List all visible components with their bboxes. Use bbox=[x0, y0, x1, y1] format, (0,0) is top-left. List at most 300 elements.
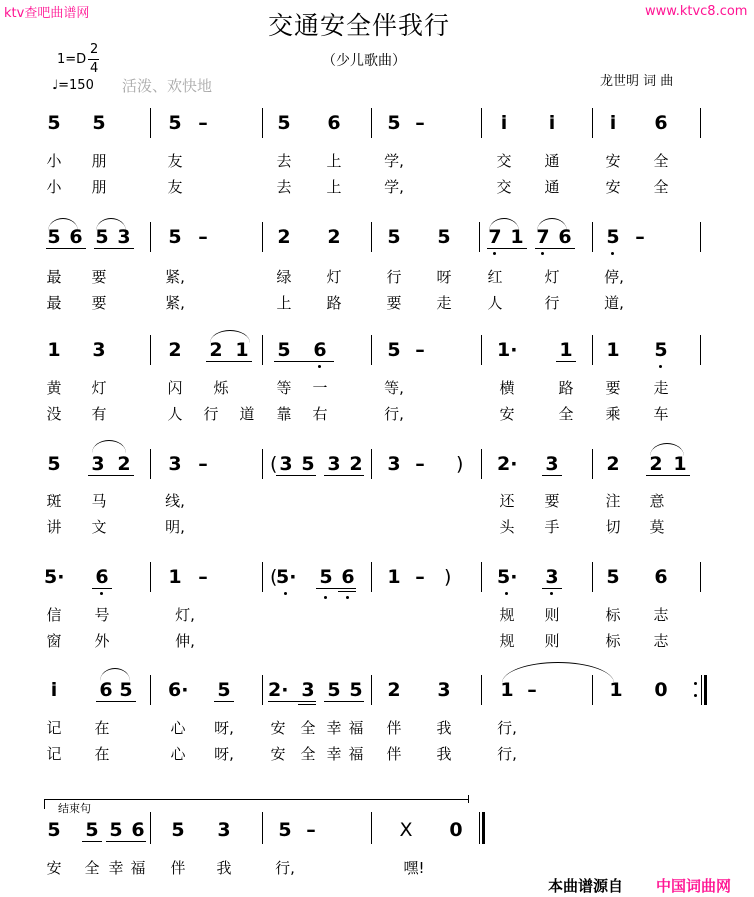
note: 6 bbox=[95, 566, 109, 588]
lyric: 等 bbox=[276, 379, 292, 397]
note: 5 bbox=[85, 819, 99, 841]
lyric: 去 bbox=[276, 152, 292, 170]
barline bbox=[592, 562, 593, 592]
lyric: 最 bbox=[46, 268, 62, 286]
lyric: 学, bbox=[384, 178, 404, 196]
lyric: 呀, bbox=[214, 745, 234, 763]
lyric: 嘿! bbox=[403, 859, 425, 877]
low-octave-dot bbox=[611, 252, 614, 255]
barline bbox=[262, 812, 263, 844]
lyric: 伴 bbox=[170, 859, 186, 877]
note: 1 bbox=[168, 566, 182, 588]
dash: – bbox=[415, 566, 425, 588]
note: 5· bbox=[497, 566, 518, 588]
barline bbox=[700, 108, 701, 138]
lyric: 走 bbox=[653, 379, 669, 397]
note: 6 bbox=[654, 112, 668, 134]
low-octave-dot bbox=[100, 592, 103, 595]
low-octave-dot bbox=[505, 592, 508, 595]
time-signature-bottom: 4 bbox=[90, 61, 99, 76]
lyric: 幸 bbox=[326, 719, 342, 737]
lyric: 安 bbox=[499, 405, 515, 423]
note: 5 bbox=[606, 566, 620, 588]
barline bbox=[262, 449, 263, 479]
barline bbox=[262, 675, 263, 705]
beam-line bbox=[646, 475, 690, 476]
note: 5 bbox=[217, 679, 231, 701]
lyric: 要 bbox=[91, 294, 107, 312]
lyric: 路 bbox=[558, 379, 574, 397]
repeat-barline-thick bbox=[704, 675, 707, 705]
lyric: 呀 bbox=[436, 268, 452, 286]
lyric: 则 bbox=[544, 632, 560, 650]
lyric: 标 bbox=[605, 632, 621, 650]
note: 6 bbox=[558, 226, 572, 248]
barline bbox=[150, 449, 151, 479]
lyric: 在 bbox=[94, 745, 110, 763]
watermark-right: www.ktvc8.com bbox=[645, 4, 748, 19]
barline bbox=[371, 222, 372, 252]
beam-line bbox=[268, 701, 316, 702]
barline bbox=[262, 335, 263, 365]
barline bbox=[150, 675, 151, 705]
lyric: 注 bbox=[605, 492, 621, 510]
time-signature-top: 2 bbox=[90, 42, 99, 57]
note: 2 bbox=[117, 453, 131, 475]
lyric: 安 bbox=[46, 859, 62, 877]
lyric: 规 bbox=[499, 632, 515, 650]
lyric: 行 bbox=[544, 294, 560, 312]
low-octave-dot bbox=[284, 592, 287, 595]
lyric: 记 bbox=[46, 719, 62, 737]
lyric: 上 bbox=[326, 178, 342, 196]
note: 3 bbox=[92, 339, 106, 361]
note: 3 bbox=[117, 226, 131, 248]
low-octave-dot bbox=[550, 592, 553, 595]
lyric: 我 bbox=[436, 719, 452, 737]
lyric: 上 bbox=[276, 294, 292, 312]
dash: – bbox=[415, 112, 425, 134]
beam-line bbox=[324, 475, 364, 476]
note: 5 bbox=[47, 226, 61, 248]
lyric: 福 bbox=[348, 745, 364, 763]
lyric: 还 bbox=[499, 492, 515, 510]
lyric: 号 bbox=[94, 606, 110, 624]
lyric: 紧, bbox=[165, 268, 185, 286]
dash: – bbox=[415, 453, 425, 475]
barline bbox=[150, 562, 151, 592]
note: 6 bbox=[654, 566, 668, 588]
lyric: 全 bbox=[653, 178, 669, 196]
beam-line bbox=[535, 248, 575, 249]
lyric: 朋 bbox=[91, 178, 107, 196]
note: 5 bbox=[654, 339, 668, 361]
lyric: 通 bbox=[544, 152, 560, 170]
barline bbox=[592, 222, 593, 252]
barline bbox=[371, 562, 372, 592]
note: 5 bbox=[327, 679, 341, 701]
lyric: 全 bbox=[558, 405, 574, 423]
note: 5 bbox=[168, 112, 182, 134]
note: 2· bbox=[497, 453, 518, 475]
lyric: 切 bbox=[605, 518, 621, 536]
lyric: 文 bbox=[91, 518, 107, 536]
beam-line bbox=[88, 475, 134, 476]
lyric: 外 bbox=[94, 632, 110, 650]
lyric: 友 bbox=[167, 152, 183, 170]
key-signature: 1=D bbox=[57, 52, 87, 67]
lyric: 人 bbox=[487, 294, 503, 312]
low-octave-dot bbox=[541, 252, 544, 255]
note: 5 bbox=[301, 453, 315, 475]
note: 5 bbox=[319, 566, 333, 588]
dash: – bbox=[198, 453, 208, 475]
lyric: 烁 bbox=[213, 379, 229, 397]
barline bbox=[371, 675, 372, 705]
lyric: 记 bbox=[46, 745, 62, 763]
slur bbox=[92, 440, 126, 453]
lyric: 停, bbox=[604, 268, 624, 286]
beam-line bbox=[274, 361, 334, 362]
lyric: 紧, bbox=[165, 294, 185, 312]
subtitle: （少儿歌曲） bbox=[322, 53, 406, 69]
lyric: 行, bbox=[497, 719, 517, 737]
note: 5 bbox=[47, 112, 61, 134]
lyric: 志 bbox=[653, 632, 669, 650]
lyric: 要 bbox=[91, 268, 107, 286]
lyric: 道, bbox=[604, 294, 624, 312]
lyric: 信 bbox=[46, 606, 62, 624]
lyric: 没 bbox=[46, 405, 62, 423]
barline bbox=[150, 812, 151, 844]
barline bbox=[479, 222, 480, 252]
lyric: 绿 bbox=[276, 268, 292, 286]
note: 3 bbox=[545, 566, 559, 588]
close-paren: ) bbox=[456, 453, 464, 475]
barline bbox=[371, 449, 372, 479]
lyric: 安 bbox=[270, 719, 286, 737]
dash: – bbox=[198, 112, 208, 134]
beam-line bbox=[276, 475, 316, 476]
note: i bbox=[500, 112, 508, 134]
lyric: 小 bbox=[46, 178, 62, 196]
lyric: 线, bbox=[165, 492, 185, 510]
lyric: 讲 bbox=[46, 518, 62, 536]
lyric: 车 bbox=[653, 405, 669, 423]
note: 3 bbox=[91, 453, 105, 475]
lyric: 马 bbox=[91, 492, 107, 510]
beam-line bbox=[94, 248, 134, 249]
lyric: 最 bbox=[46, 294, 62, 312]
note: 5 bbox=[277, 112, 291, 134]
note: 3 bbox=[217, 819, 231, 841]
lyric: 伴 bbox=[386, 719, 402, 737]
low-octave-dot bbox=[346, 596, 349, 599]
beam-line bbox=[298, 704, 316, 705]
lyric: 学, bbox=[384, 152, 404, 170]
note: 0 bbox=[654, 679, 668, 701]
note: 1 bbox=[510, 226, 524, 248]
lyric: 呀, bbox=[214, 719, 234, 737]
beam-line bbox=[96, 701, 136, 702]
note: 6 bbox=[131, 819, 145, 841]
lyric: 福 bbox=[348, 719, 364, 737]
lyric: 全 bbox=[300, 719, 316, 737]
note: 5 bbox=[47, 819, 61, 841]
lyric: 头 bbox=[499, 518, 515, 536]
lyric: 则 bbox=[544, 606, 560, 624]
lyric: 灯 bbox=[544, 268, 560, 286]
page-title: 交通安全伴我行 bbox=[268, 11, 451, 40]
lyric: 靠 bbox=[276, 405, 292, 423]
lyric: 小 bbox=[46, 152, 62, 170]
note: 5 bbox=[95, 226, 109, 248]
note: 5· bbox=[276, 566, 297, 588]
lyric: 黄 bbox=[46, 379, 62, 397]
note: 3 bbox=[327, 453, 341, 475]
lyric: 交 bbox=[496, 178, 512, 196]
lyric: 有 bbox=[91, 405, 107, 423]
note: i bbox=[548, 112, 556, 134]
final-barline-thick bbox=[482, 812, 485, 844]
lyric: 路 bbox=[326, 294, 342, 312]
barline bbox=[700, 335, 701, 365]
lyric: 伸, bbox=[175, 632, 195, 650]
ending-bracket-left bbox=[44, 799, 45, 809]
barline bbox=[481, 108, 482, 138]
note: 7 bbox=[488, 226, 502, 248]
lyric: 人 bbox=[167, 405, 183, 423]
lyric: 行, bbox=[384, 405, 404, 423]
dash: – bbox=[198, 226, 208, 248]
note: 5 bbox=[387, 226, 401, 248]
note: 2 bbox=[277, 226, 291, 248]
low-octave-dot bbox=[324, 596, 327, 599]
lyric: 规 bbox=[499, 606, 515, 624]
note: 6 bbox=[327, 112, 341, 134]
lyric: 全 bbox=[653, 152, 669, 170]
note: 5 bbox=[92, 112, 106, 134]
dash: – bbox=[527, 679, 537, 701]
note: 6 bbox=[341, 566, 355, 588]
tie bbox=[502, 662, 614, 683]
note: 1 bbox=[500, 679, 514, 701]
note: 3 bbox=[437, 679, 451, 701]
note: 3 bbox=[168, 453, 182, 475]
lyric: 全 bbox=[84, 859, 100, 877]
note: 1 bbox=[47, 339, 61, 361]
note: 1 bbox=[387, 566, 401, 588]
note: 3 bbox=[279, 453, 293, 475]
barline bbox=[481, 449, 482, 479]
lyric: 通 bbox=[544, 178, 560, 196]
time-signature-line bbox=[88, 59, 99, 60]
barline bbox=[371, 108, 372, 138]
lyric: 手 bbox=[544, 518, 560, 536]
open-paren: ( bbox=[270, 453, 278, 475]
lyric: 我 bbox=[436, 745, 452, 763]
lyric: 标 bbox=[605, 606, 621, 624]
beam-line bbox=[316, 588, 356, 589]
beam-line bbox=[542, 588, 562, 589]
repeat-dot bbox=[694, 682, 697, 685]
lyric: 朋 bbox=[91, 152, 107, 170]
low-octave-dot bbox=[318, 365, 321, 368]
beam-line bbox=[324, 701, 364, 702]
lyric: 行, bbox=[275, 859, 295, 877]
lyric: 安 bbox=[605, 178, 621, 196]
lyric: 心 bbox=[170, 745, 186, 763]
note: 1 bbox=[235, 339, 249, 361]
lyric: 行, bbox=[497, 745, 517, 763]
low-octave-dot bbox=[493, 252, 496, 255]
lyric: 在 bbox=[94, 719, 110, 737]
lyric: 灯 bbox=[91, 379, 107, 397]
lyric: 右 bbox=[312, 405, 328, 423]
barline bbox=[481, 562, 482, 592]
note: 6 bbox=[313, 339, 327, 361]
note: 1 bbox=[609, 679, 623, 701]
note: 2 bbox=[649, 453, 663, 475]
lyric: 行 bbox=[203, 405, 219, 423]
lyric: 幸 bbox=[326, 745, 342, 763]
barline bbox=[150, 335, 151, 365]
note: 2 bbox=[606, 453, 620, 475]
lyric: 明, bbox=[165, 518, 185, 536]
dash: – bbox=[415, 339, 425, 361]
source-label: 本曲谱源自 bbox=[548, 877, 624, 895]
barline bbox=[262, 108, 263, 138]
note: 2 bbox=[209, 339, 223, 361]
dash: – bbox=[635, 226, 645, 248]
ending-label: 结束句 bbox=[58, 802, 91, 815]
beam-line bbox=[542, 475, 562, 476]
note: 5 bbox=[168, 226, 182, 248]
tempo-text: 活泼、欢快地 bbox=[122, 77, 213, 95]
note: 1· bbox=[497, 339, 518, 361]
note: i bbox=[609, 112, 617, 134]
lyric: 去 bbox=[276, 178, 292, 196]
beam-line bbox=[487, 248, 527, 249]
lyric: 灯 bbox=[326, 268, 342, 286]
lyric: 全 bbox=[300, 745, 316, 763]
lyric: 交 bbox=[496, 152, 512, 170]
note: i bbox=[50, 679, 58, 701]
barline bbox=[592, 675, 593, 705]
note: 5 bbox=[606, 226, 620, 248]
lyric: 友 bbox=[167, 178, 183, 196]
note: 2 bbox=[327, 226, 341, 248]
lyric: 幸 bbox=[108, 859, 124, 877]
barline bbox=[150, 222, 151, 252]
lyric: 要 bbox=[386, 294, 402, 312]
barline bbox=[700, 562, 701, 592]
barline bbox=[262, 222, 263, 252]
lyric: 莫 bbox=[649, 518, 665, 536]
note: 5· bbox=[44, 566, 65, 588]
lyric: 窗 bbox=[46, 632, 62, 650]
beam-line bbox=[338, 591, 356, 592]
repeat-barline-thin bbox=[701, 675, 702, 705]
note: 5 bbox=[349, 679, 363, 701]
repeat-dot bbox=[694, 694, 697, 697]
note: 1 bbox=[673, 453, 687, 475]
lyric: 伴 bbox=[386, 745, 402, 763]
close-paren: ) bbox=[444, 566, 452, 588]
beam-line bbox=[206, 361, 252, 362]
lyric: 行 bbox=[386, 268, 402, 286]
barline bbox=[262, 562, 263, 592]
lyric: 灯, bbox=[175, 606, 195, 624]
lyric: 志 bbox=[653, 606, 669, 624]
note: 5 bbox=[387, 339, 401, 361]
lyric: 斑 bbox=[46, 492, 62, 510]
beam-line bbox=[214, 701, 234, 702]
lyric: 要 bbox=[605, 379, 621, 397]
beam-line bbox=[556, 361, 576, 362]
dash: – bbox=[198, 566, 208, 588]
note: 2 bbox=[349, 453, 363, 475]
barline bbox=[592, 335, 593, 365]
barline bbox=[150, 108, 151, 138]
watermark-left: ktv查吧曲谱网 bbox=[4, 6, 90, 21]
lyric: 横 bbox=[499, 379, 515, 397]
lyric: 走 bbox=[436, 294, 452, 312]
tempo-mark: ♩=150 bbox=[52, 78, 94, 93]
dash: – bbox=[306, 819, 316, 841]
beam-line bbox=[82, 841, 102, 842]
lyric: 安 bbox=[605, 152, 621, 170]
lyric: 一 bbox=[312, 379, 328, 397]
low-octave-dot bbox=[659, 365, 662, 368]
lyric: 要 bbox=[544, 492, 560, 510]
barline bbox=[371, 335, 372, 365]
note: 5 bbox=[277, 339, 291, 361]
barline bbox=[592, 108, 593, 138]
clap-note: X bbox=[399, 819, 413, 841]
rest: 0 bbox=[449, 819, 463, 841]
barline bbox=[371, 812, 372, 844]
note: 1 bbox=[606, 339, 620, 361]
note: 5 bbox=[47, 453, 61, 475]
beam-line bbox=[46, 248, 86, 249]
beam-line bbox=[92, 588, 112, 589]
lyric: 闪 bbox=[167, 379, 183, 397]
lyric: 意 bbox=[649, 492, 665, 510]
open-paren: ( bbox=[270, 566, 278, 588]
note: 5 bbox=[437, 226, 451, 248]
note: 2 bbox=[168, 339, 182, 361]
note: 6 bbox=[99, 679, 113, 701]
note: 5 bbox=[387, 112, 401, 134]
note: 6 bbox=[69, 226, 83, 248]
barline bbox=[592, 449, 593, 479]
lyric: 安 bbox=[270, 745, 286, 763]
final-barline-thin bbox=[479, 812, 480, 844]
beam-line bbox=[106, 841, 146, 842]
note: 3 bbox=[387, 453, 401, 475]
lyric: 乘 bbox=[605, 405, 621, 423]
lyric: 心 bbox=[170, 719, 186, 737]
lyric: 上 bbox=[326, 152, 342, 170]
ending-bracket-right bbox=[468, 795, 469, 803]
note: 5 bbox=[109, 819, 123, 841]
barline bbox=[481, 675, 482, 705]
lyric: 福 bbox=[130, 859, 146, 877]
lyric: 我 bbox=[216, 859, 232, 877]
source-site-link[interactable]: 中国词曲网 bbox=[656, 877, 732, 895]
ending-bracket bbox=[44, 799, 469, 800]
